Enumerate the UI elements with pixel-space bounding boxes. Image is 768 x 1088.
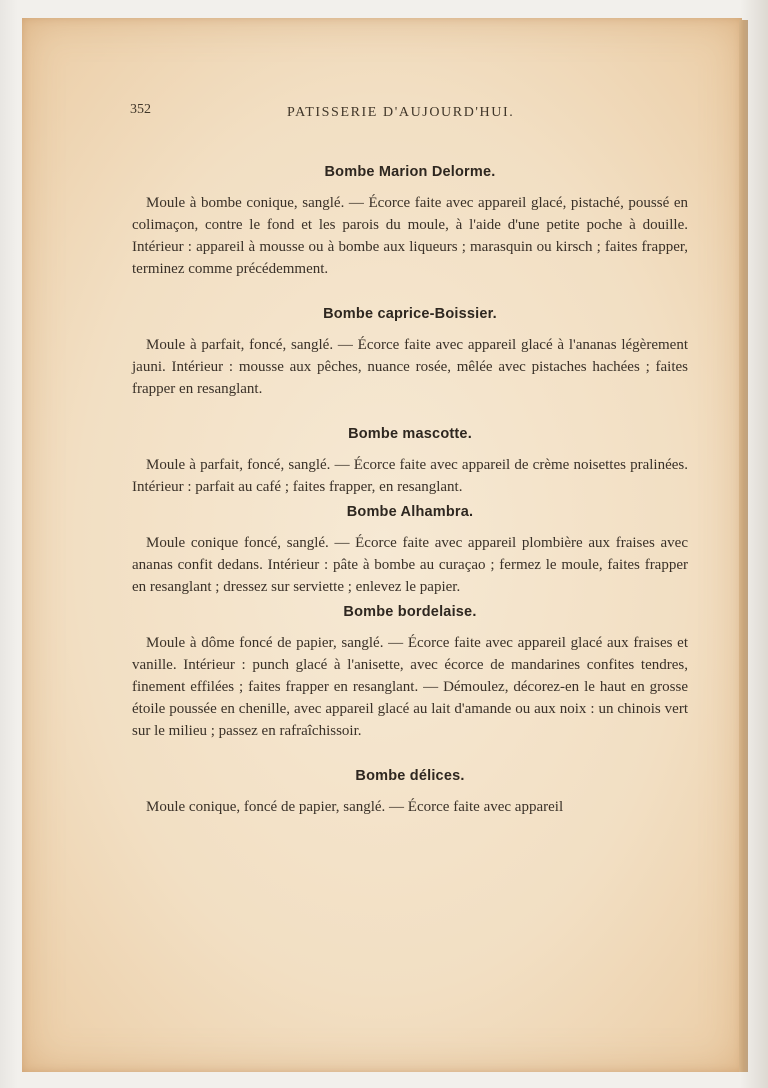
page-number: 352 bbox=[130, 102, 151, 117]
recipe-title-delices: Bombe délices. bbox=[355, 768, 465, 784]
recipe-text-caprice-boissier: Moule à parfait, foncé, sanglé. — Écorce faite avec appareil glacé à l'ananas légèrement jauni. Intérieur : mousse aux pêches, nuance rosée, mêlée avec pistaches hachées ; faites frapper en resanglant. bbox=[132, 337, 688, 397]
running-header bbox=[132, 100, 688, 124]
recipe-title-mascotte: Bombe mascotte. bbox=[348, 426, 472, 442]
running-title: PATISSERIE D'AUJOURD'HUI. bbox=[287, 105, 515, 120]
recipe-text-mascotte: Moule à parfait, foncé, sanglé. — Écorce faite avec appareil de crème noisettes pralinées. Intérieur : parfait au café ; faites frapper, en resanglant. bbox=[132, 457, 688, 495]
recipe-text-delices: Moule conique, foncé de papier, sanglé. — Écorce faite avec appareil bbox=[146, 799, 564, 815]
recipe-title-marion-delorme: Bombe Marion Delorme. bbox=[324, 164, 496, 180]
recipe-title-alhambra: Bombe Alhambra. bbox=[346, 504, 474, 520]
recipe-text-bordelaise: Moule à dôme foncé de papier, sanglé. — Écorce faite avec appareil glacé aux fraises et vanille. Intérieur : punch glacé à l'anisette, avec écorce de mandarines confites tendres, finement effilées ; faites frapper en resanglant. — Démoulez, décorez-en le haut en grosse étoile poussée en chenille, avec appareil glacé au lait d'amande ou aux noix : un chinois vert sur le milieu ; passez en rafraîchissoir. bbox=[132, 635, 688, 739]
page-edge bbox=[739, 20, 748, 1072]
recipe-title-caprice-boissier: Bombe caprice-Boissier. bbox=[323, 306, 497, 322]
recipe-text-alhambra: Moule conique foncé, sanglé. — Écorce faite avec appareil plombière aux fraises avec ananas confit dedans. Intérieur : pâte à bombe au curaçao ; fermez le moule, faites frapper en resanglant ; dressez sur serviette ; enlevez le papier. bbox=[132, 535, 688, 595]
page-content bbox=[132, 100, 688, 818]
recipe-title-bordelaise: Bombe bordelaise. bbox=[343, 604, 477, 620]
recipe-text-marion-delorme: Moule à bombe conique, sanglé. — Écorce faite avec appareil glacé, pistaché, poussé en colimaçon, contre le fond et les parois du moule, à l'aide d'une petite poche à douille. Intérieur : appareil à mousse ou à bombe aux liqueurs ; marasquin ou kirsch ; faites frapper, terminez comme précédemment. bbox=[132, 195, 688, 277]
